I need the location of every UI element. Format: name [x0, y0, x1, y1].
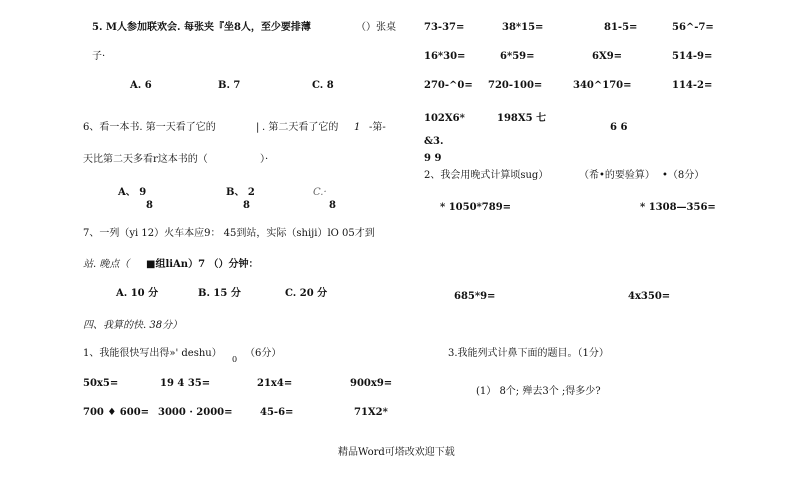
q6-option-c-den: 8: [329, 200, 336, 211]
calc-685x9: 685*9=: [454, 291, 496, 302]
calc-50x5: 50x5=: [83, 378, 119, 389]
q7-line2a: 站. 晚点（: [83, 259, 130, 270]
calc-81-5: 81-5=: [604, 22, 638, 33]
section4-heading: 四、我算的快. 38分）: [83, 320, 183, 331]
calc-1050x789: * 1050*789=: [440, 202, 512, 213]
q6-option-a-den: 8: [146, 200, 153, 211]
sub1-title: 1、我能很快写出得»' deshu）: [83, 348, 222, 359]
q6-line2: 天比第二天多看r这本书的（: [83, 154, 208, 165]
q7-option-c: C. 20 分: [285, 288, 328, 299]
calc-514-9: 514-9=: [672, 51, 713, 62]
calc-102x6: 102X6*: [424, 113, 465, 124]
q6-option-a: A、 9: [118, 187, 147, 198]
calc-19435: 19 4 35=: [160, 378, 211, 389]
calc-21x4: 21x4=: [257, 378, 293, 389]
calc-6x9: 6X9=: [592, 51, 623, 62]
calc-38x15: 38*15=: [502, 22, 544, 33]
sub1-subscript: 0: [232, 355, 238, 364]
calc-frag-99: 9 9: [424, 153, 442, 164]
q6-option-c: C.·: [313, 187, 327, 198]
sub3-question: (1） 8个; 殚去3个 ;得多少?: [476, 386, 601, 397]
q5-line1: 5. M人参加联欢会. 每张夹『坐8人，至少要排薄: [92, 22, 311, 33]
q5-blank: （）张桌: [356, 22, 396, 33]
calc-340-170: 340^170=: [573, 80, 632, 91]
q6-mark2: 1: [354, 122, 361, 133]
calc-700-600: 700 ♦ 600=: [83, 407, 150, 418]
calc-71x2: 71X2*: [354, 407, 388, 418]
calc-6x59: 6*59=: [500, 51, 535, 62]
q6-line2b: ）·: [260, 154, 269, 165]
calc-frag-amp3: &3.: [424, 136, 444, 147]
q7-line2b: ■组liAn）7 （）分钟：: [146, 259, 259, 270]
q7-option-b: B. 15 分: [198, 288, 241, 299]
calc-16x30: 16*30=: [424, 51, 466, 62]
q6-line1c: -第-: [369, 122, 386, 133]
sub2-score: •（8分）: [662, 170, 705, 181]
calc-720-100: 720-100=: [488, 80, 543, 91]
q5-option-c: C. 8: [312, 80, 334, 91]
q6-option-b-den: 8: [243, 200, 250, 211]
q7-option-a: A. 10 分: [116, 288, 159, 299]
q6-line1b: . 第二天看了它的: [262, 122, 339, 133]
q6-mark1: |: [256, 122, 260, 133]
calc-56-7: 56^-7=: [672, 22, 714, 33]
q5-line2: 子·: [92, 51, 106, 62]
calc-45-6: 45-6=: [260, 407, 294, 418]
calc-73-37: 73-37=: [424, 22, 465, 33]
calc-900x9: 900x9=: [350, 378, 393, 389]
calc-frag-66: 6 6: [610, 122, 628, 133]
q6-line1: 6、看一本书. 第一天看了它的: [83, 122, 216, 133]
sub3-title: 3.我能列式计鼻下面的题目。（1分）: [448, 348, 609, 359]
sub1-score: （6分）: [245, 348, 282, 359]
calc-114-2: 114-2=: [672, 80, 713, 91]
footer-text: 精品Word可塔改欢迎下载: [338, 447, 455, 458]
q5-option-b: B. 7: [218, 80, 241, 91]
q5-option-a: A. 6: [130, 80, 152, 91]
q6-option-b: B、 2: [226, 187, 255, 198]
q7-line1: 7、一列（yi 12）火车本应9： 45到站，实际（shiji）lO 05才到: [83, 228, 375, 239]
calc-3000-2000: 3000 · 2000=: [158, 407, 233, 418]
calc-270-0: 270-^0=: [424, 80, 473, 91]
sub2-title: 2、我会用晚式计算顷sug）: [424, 170, 549, 181]
calc-1308-356: * 1308—356=: [640, 202, 716, 213]
sub2-mid: （希•的要验算）: [579, 170, 655, 181]
calc-4x350: 4x350=: [628, 291, 671, 302]
calc-198x5: 198X5 七: [497, 113, 547, 124]
